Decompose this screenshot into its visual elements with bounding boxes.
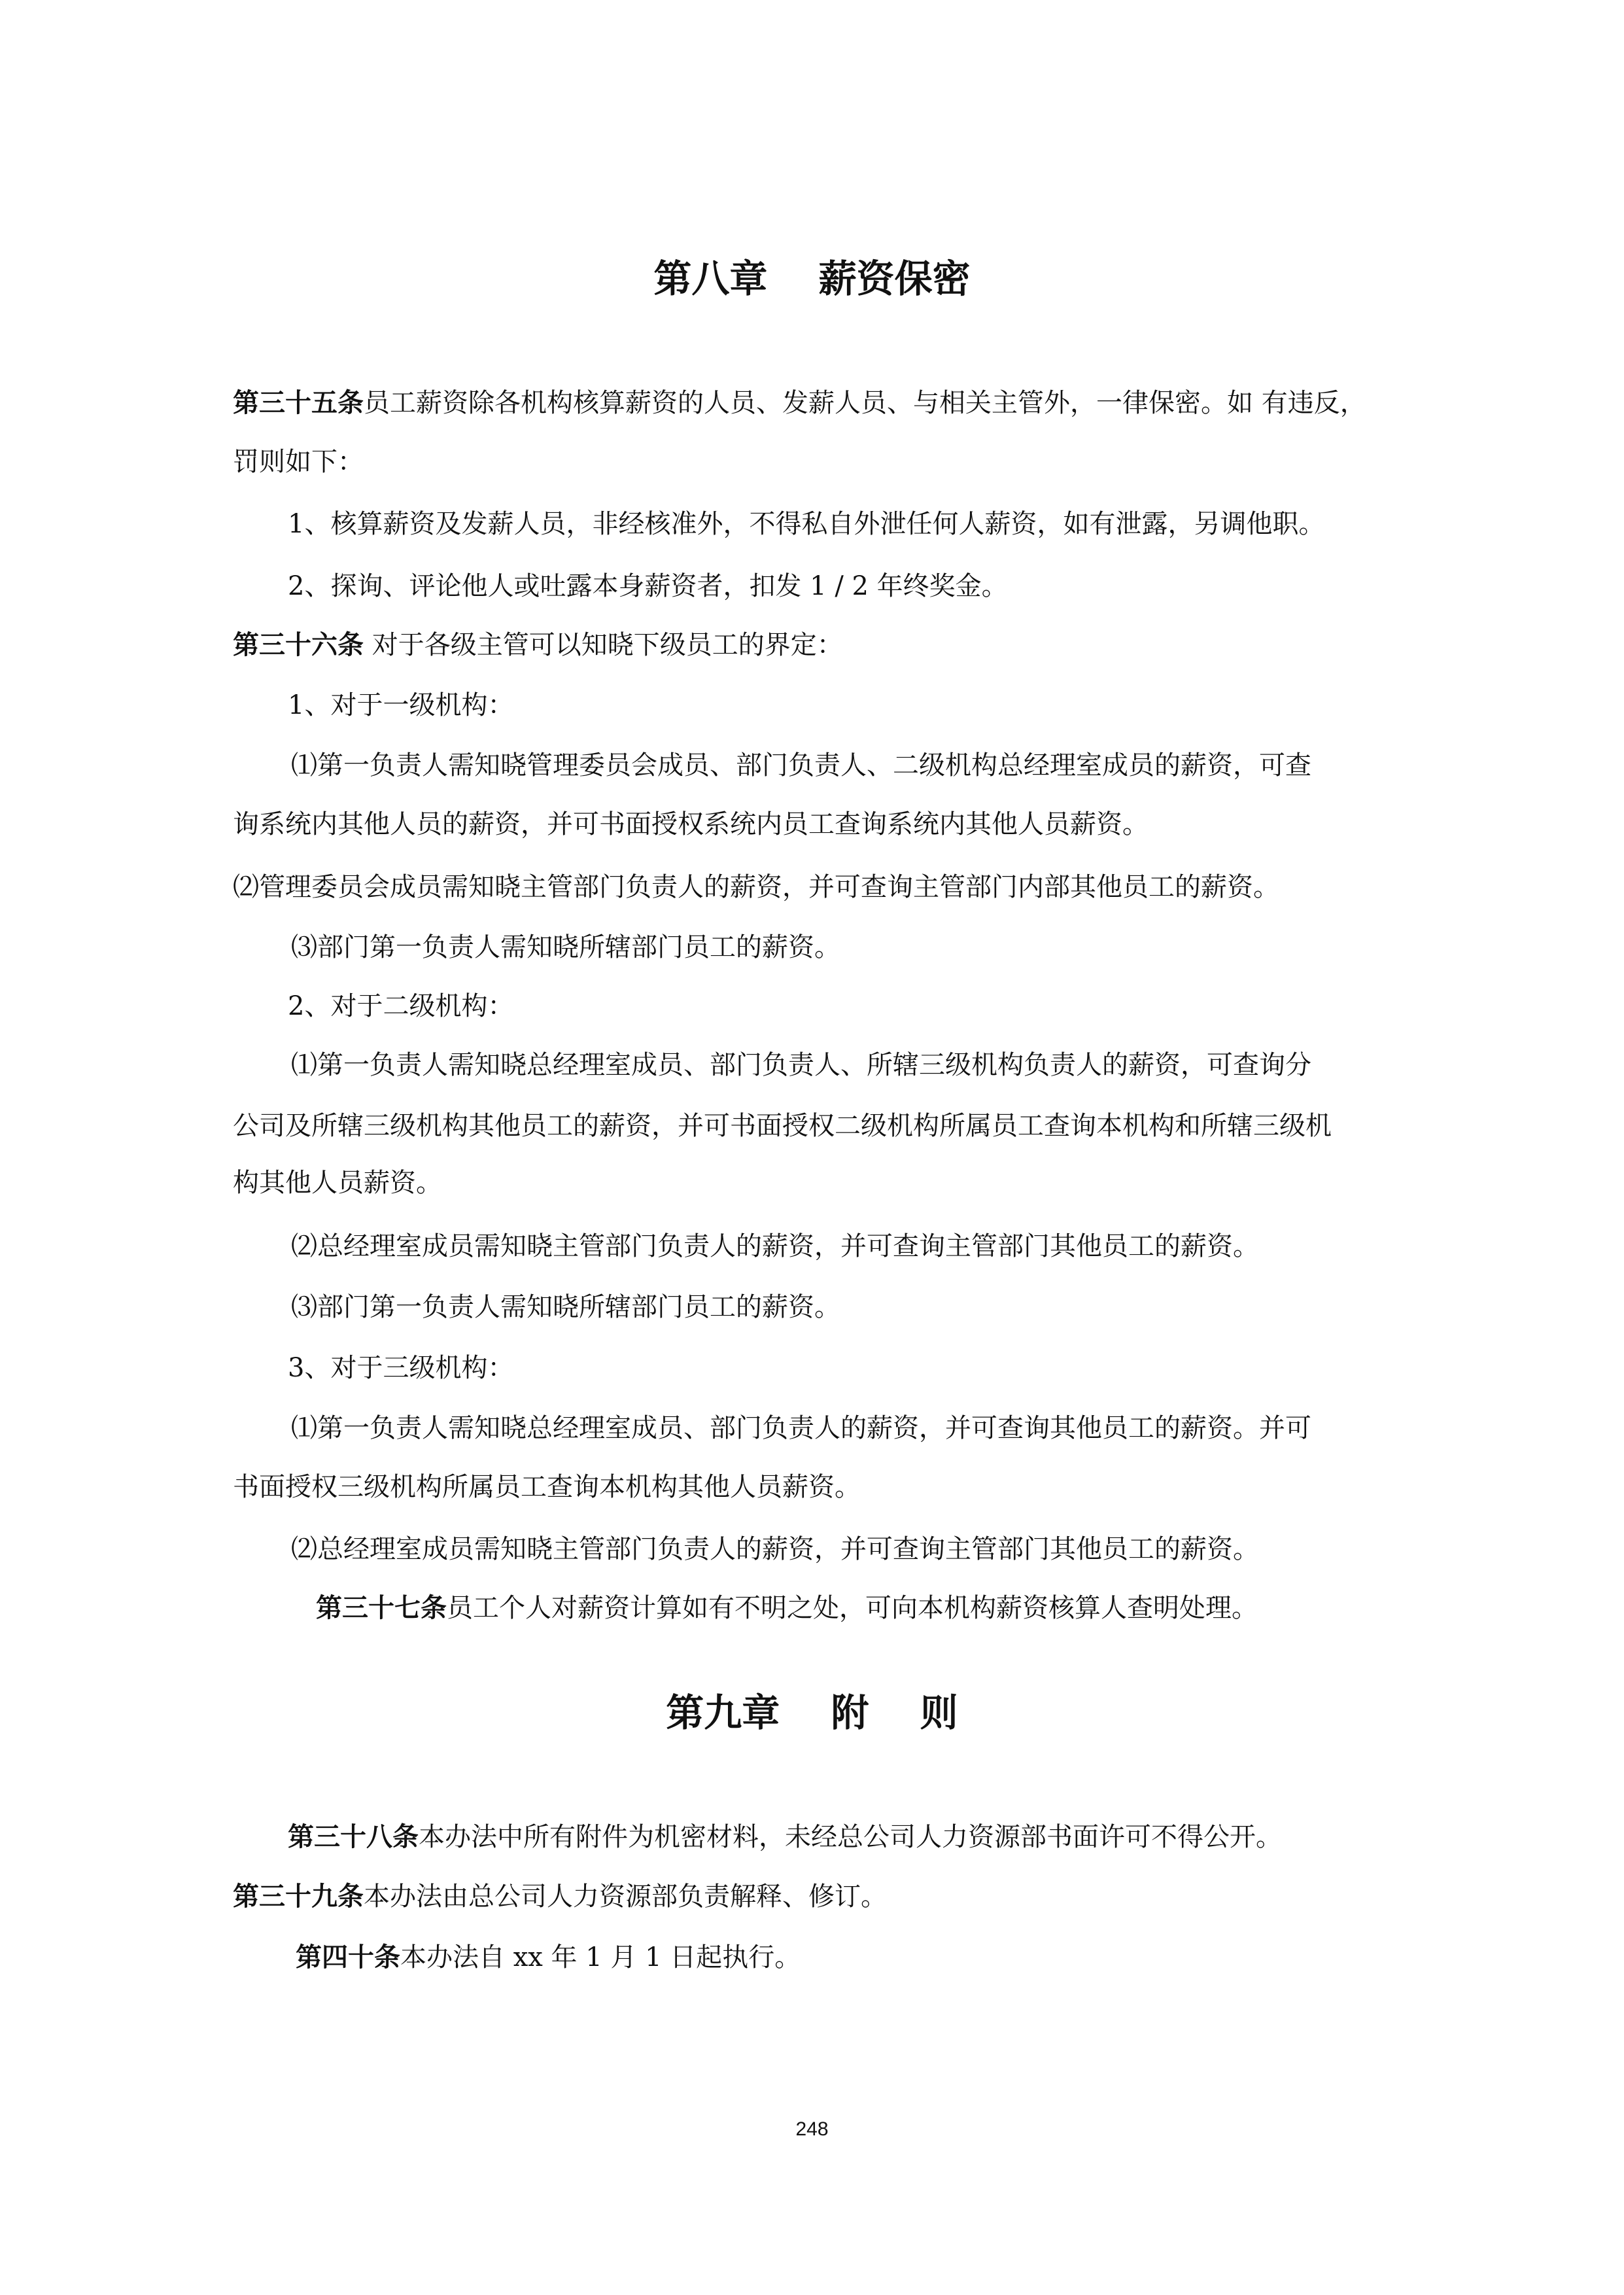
article-40-text: 本办法自 xx 年 1 月 1 日起执行。 xyxy=(400,1942,801,1972)
level-1-para-1-line-1: ⑴第一负责人需知晓管理委员会成员、部门负责人、二级机构总经理室成员的薪资，可查 xyxy=(291,750,1311,780)
article-35-line-2: 罚则如下： xyxy=(233,447,364,477)
article-35-item-2: 2、探询、评论他人或吐露本身薪资者，扣发 1 / 2 年终奖金。 xyxy=(288,571,1008,601)
chapter-9-title: 第九章 附 则 xyxy=(666,1691,958,1735)
article-35-label: 第三十五条 xyxy=(233,388,364,418)
level-2-para-1-line-3: 构其他人员薪资。 xyxy=(233,1168,442,1198)
level-1-para-2: ⑵管理委员会成员需知晓主管部门负责人的薪资，并可查询主管部门内部其他员工的薪资。 xyxy=(233,872,1279,902)
article-39-text: 本办法由总公司人力资源部负责解释、修订。 xyxy=(364,1882,887,1912)
level-2-para-3: ⑶部门第一负责人需知晓所辖部门员工的薪资。 xyxy=(291,1292,840,1322)
level-3-para-1-line-1: ⑴第一负责人需知晓总经理室成员、部门负责人的薪资，并可查询其他员工的薪资。并可 xyxy=(291,1413,1311,1443)
article-38-line xyxy=(288,1819,1282,1855)
article-37-text: 员工个人对薪资计算如有不明之处，可向本机构薪资核算人查明处理。 xyxy=(447,1593,1258,1623)
level-2-para-1-line-1: ⑴第一负责人需知晓总经理室成员、部门负责人、所辖三级机构负责人的薪资，可查询分 xyxy=(291,1050,1311,1080)
level-1-para-1-line-2: 询系统内其他人员的薪资，并可书面授权系统内员工查询系统内其他人员薪资。 xyxy=(233,809,1149,839)
article-38-text: 本办法中所有附件为机密材料，未经总公司人力资源部书面许可不得公开。 xyxy=(419,1822,1282,1852)
article-39-label: 第三十九条 xyxy=(233,1882,364,1912)
article-40-label: 第四十条 xyxy=(296,1942,400,1972)
article-35-text: 员工薪资除各机构核算薪资的人员、发薪人员、与相关主管外，一律保密。如 有违反， xyxy=(364,388,1366,418)
chapter-8-title: 第八章 薪资保密 xyxy=(653,256,971,301)
article-39-line xyxy=(233,1878,887,1915)
level-1-heading: 1、对于一级机构： xyxy=(288,690,514,720)
level-3-para-1-line-2: 书面授权三级机构所属员工查询本机构其他人员薪资。 xyxy=(233,1472,861,1502)
level-3-heading: 3、对于三级机构： xyxy=(288,1353,514,1383)
article-40-line xyxy=(296,1939,801,1976)
article-35-line-1 xyxy=(233,385,1366,421)
article-36-label: 第三十六条 xyxy=(233,630,364,660)
article-38-label: 第三十八条 xyxy=(288,1822,419,1852)
level-2-heading: 2、对于二级机构： xyxy=(288,991,514,1021)
article-35-item-1: 1、核算薪资及发薪人员，非经核准外，不得私自外泄任何人薪资，如有泄露，另调他职。 xyxy=(288,509,1325,539)
level-1-para-3: ⑶部门第一负责人需知晓所辖部门员工的薪资。 xyxy=(291,932,840,962)
article-37-line xyxy=(316,1590,1258,1626)
article-36-text: 对于各级主管可以知晓下级员工的界定： xyxy=(364,630,843,660)
article-37-label: 第三十七条 xyxy=(316,1593,447,1623)
page-number: 248 xyxy=(795,2118,829,2140)
article-36-line xyxy=(233,627,843,663)
level-3-para-2: ⑵总经理室成员需知晓主管部门负责人的薪资，并可查询主管部门其他员工的薪资。 xyxy=(291,1534,1259,1564)
level-2-para-1-line-2: 公司及所辖三级机构其他员工的薪资，并可书面授权二级机构所属员工查询本机构和所辖三级机 xyxy=(233,1111,1332,1141)
level-2-para-2: ⑵总经理室成员需知晓主管部门负责人的薪资，并可查询主管部门其他员工的薪资。 xyxy=(291,1231,1259,1261)
